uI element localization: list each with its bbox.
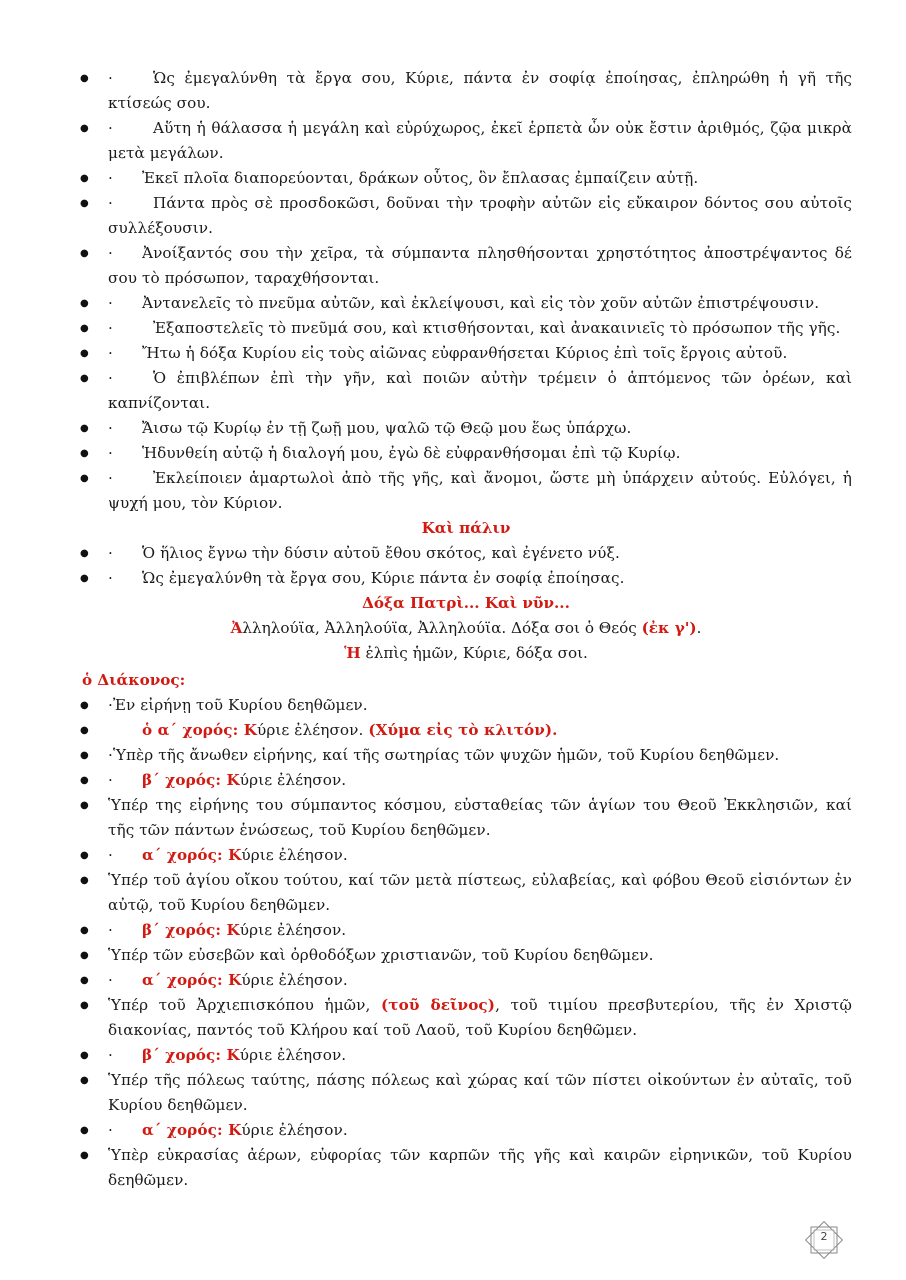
list-item: ● · Ἐκεῖ πλοῖα διαπορεύονται, δράκων οὗτος, ὃν ἔπλασας ἐμπαίζειν αὐτῇ. [80,166,852,191]
list-item: ● · Πάντα πρὸς σὲ προσδοκῶσι, δοῦναι τὴν τροφὴν αὐτῶν εἰς εὔκαιρον δόντος σου αὐτοῖς συλλέξουσιν. [80,191,852,241]
list-item: ● · Ἄισω τῷ Κυρίῳ ἐν τῇ ζωῇ μου, ψαλῶ τῷ Θεῷ μου ἕως ὑπάρχω. [80,416,852,441]
list-item: ● · Ὡς ἐμεγαλύνθη τὰ ἔργα σου, Κύριε πάντα ἐν σοφίᾳ ἐποίησας. [80,566,852,591]
choir-response: ● · α΄ χορός: Κύριε ἐλέησον. [80,968,852,993]
list-item: ● · Ἤτω ἡ δόξα Κυρίου εἰς τοὺς αἰῶνας εὐφρανθήσεται Κύριος ἐπὶ τοῖς ἔργοις αὐτοῦ. [80,341,852,366]
list-item: ● ·Ἐν εἰρήνῃ τοῦ Κυρίου δεηθῶμεν. [80,693,852,718]
list-item: ● ·Ὑπὲρ τῆς ἄνωθεν εἰρήνης, καί τῆς σωτηρίας τῶν ψυχῶν ἡμῶν, τοῦ Κυρίου δεηθῶμεν. [80,743,852,768]
elpis-line: Ἡ ἐλπὶς ἡμῶν, Κύριε, δόξα σοι. [344,644,588,662]
list-item: ● · Ὁ ἥλιος ἔγνω τὴν δύσιν αὐτοῦ ἔθου σκότος, καὶ ἐγένετο νύξ. [80,541,852,566]
list-item: ● Ὑπέρ της εἰρήνης του σύμπαντος κόσμου, εὐσταθείας τῶν ἁγίων του Θεοῦ Ἐκκλησιῶν, καί τῆς τῶν πάντων ἑνώσεως, τοῦ Κυρίου δεηθῶμεν. [80,793,852,843]
alleluia-line: Ἀλληλούϊα, Ἀλληλούϊα, Ἀλληλούϊα. Δόξα σοι ὁ Θεός (ἐκ γ'). [230,619,702,637]
list-item: ● · Ὡς ἐμεγαλύνθη τὰ ἔργα σου, Κύριε, πάντα ἐν σοφίᾳ ἐποίησας, ἐπληρώθη ἡ γῆ τῆς κτίσεώς σου. [80,66,852,116]
page-number: 2 [820,1230,828,1243]
choir-response: ● · α΄ χορός: Κύριε ἐλέησον. [80,1118,852,1143]
list-item: ● Ὑπέρ τοῦ ἁγίου οἴκου τούτου, καί τῶν μετὰ πίστεως, εὐλαβείας, καὶ φόβου Θεοῦ εἰσιόντων ἐν αὐτῷ, τοῦ Κυρίου δεηθῶμεν. [80,868,852,918]
litany-list [80,693,852,1193]
choir-response: ● · β΄ χορός: Κύριε ἐλέησον. [80,1043,852,1068]
deacon-label: ὁ Διάκονος: [82,671,186,689]
choir-response: ● · β΄ χορός: Κύριε ἐλέησον. [80,918,852,943]
kai-palin-heading: Καὶ πάλιν [421,519,511,537]
list-item: ● · Ἀντανελεῖς τὸ πνεῦμα αὐτῶν, καὶ ἐκλείψουσι, καὶ εἰς τὸν χοῦν αὐτῶν ἐπιστρέψουσιν. [80,291,852,316]
list-item: ● Ὑπέρ τοῦ Ἀρχιεπισκόπου ἡμῶν, (τοῦ δεῖνος), τοῦ τιμίου πρεσβυτερίου, τῆς ἐν Χριστῷ διακονίας, παντός τοῦ Κλήρου καί τοῦ Λαοῦ, τοῦ Κυρίου δεηθῶμεν. [80,993,852,1043]
list-item: ● Ὑπὲρ εὐκρασίας ἀέρων, εὐφορίας τῶν καρπῶν τῆς γῆς καὶ καιρῶν εἰρηνικῶν, τοῦ Κυρίου δεηθῶμεν. [80,1143,852,1193]
list-item: ● · Ἡδυνθείη αὐτῷ ἡ διαλογή μου, ἐγὼ δὲ εὐφρανθήσομαι ἐπὶ τῷ Κυρίῳ. [80,441,852,466]
list-item: ● · Ὁ ἐπιβλέπων ἐπὶ τὴν γῆν, καὶ ποιῶν αὐτὴν τρέμειν ὁ ἁπτόμενος τῶν ὀρέων, καὶ καπνίζονται. [80,366,852,416]
doxa-heading: Δόξα Πατρὶ... Καὶ νῦν... [362,594,570,612]
list-item: ● · Ἀνοίξαντός σου τὴν χεῖρα, τὰ σύμπαντα πλησθήσονται χρηστότητος ἀποστρέψαντος δέ σου τὸ πρόσωπον, ταραχθήσονται. [80,241,852,291]
choir-response: ● · α΄ χορός: Κύριε ἐλέησον. [80,843,852,868]
list-item: ● · Ἐκλείποιεν ἁμαρτωλοὶ ἀπὸ τῆς γῆς, καὶ ἄνομοι, ὥστε μὴ ὑπάρχειν αὐτούς. Εὐλόγει, ἡ ψυχή μου, τὸν Κύριον. [80,466,852,516]
list-item: ● · Ἐξαποστελεῖς τὸ πνεῦμά σου, καὶ κτισθήσονται, καὶ ἀνακαινιεῖς τὸ πρόσωπον τῆς γῆς. [80,316,852,341]
list-item: ● Ὑπέρ τῆς πόλεως ταύτης, πάσης πόλεως καὶ χώρας καί τῶν πίστει οἰκούντων ἐν αὐταῖς, τοῦ Κυρίου δεηθῶμεν. [80,1068,852,1118]
choir-response: ● ὁ α΄ χορός: Κύριε ἐλέησον. (Χύμα εἰς τὸ κλιτόν). [80,718,852,743]
psalm-verses [80,66,852,516]
list-item: ● · Αὕτη ἡ θάλασσα ἡ μεγάλη καὶ εὐρύχωρος, ἐκεῖ ἑρπετὰ ὧν οὐκ ἔστιν ἀριθμός, ζῷα μικρὰ μετὰ μεγάλων. [80,116,852,166]
document-page [80,66,852,1193]
list-item: ● Ὑπέρ τῶν εὐσεβῶν καὶ ὀρθοδόξων χριστιανῶν, τοῦ Κυρίου δεηθῶμεν. [80,943,852,968]
choir-response: ● · β΄ χορός: Κύριε ἐλέησον. [80,768,852,793]
